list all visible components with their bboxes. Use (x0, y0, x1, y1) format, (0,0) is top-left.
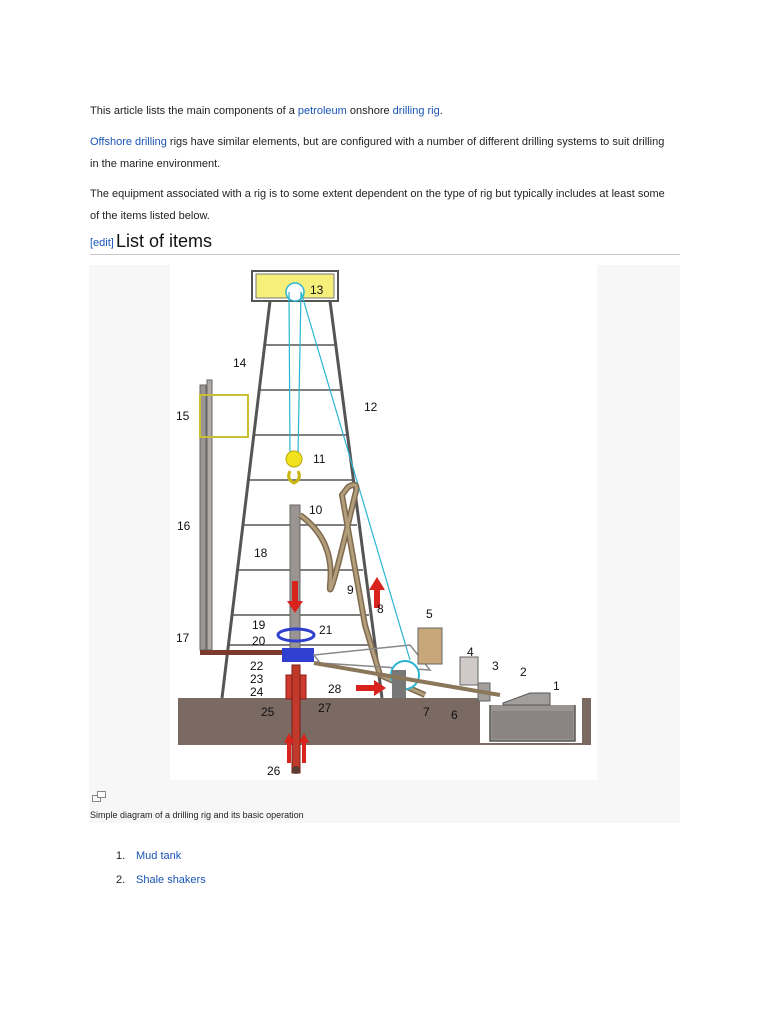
label-14: 14 (233, 356, 247, 370)
label-3: 3 (492, 659, 499, 673)
label-15: 15 (176, 409, 190, 423)
label-22: 22 (250, 659, 264, 673)
label-25: 25 (261, 705, 275, 719)
label-8: 8 (377, 602, 384, 616)
drill-bit (292, 766, 300, 774)
list-number: 1. (116, 850, 126, 862)
engine (418, 628, 442, 664)
label-20: 20 (252, 634, 266, 648)
rotary-table (282, 648, 314, 662)
label-11: 11 (313, 452, 326, 466)
label-10: 10 (309, 503, 323, 517)
label-28: 28 (328, 682, 342, 696)
label-7: 7 (423, 705, 430, 719)
list-item (0, 850, 300, 864)
label-26: 26 (267, 764, 281, 778)
drill-string (292, 665, 300, 773)
mud-pump (460, 657, 478, 685)
drawworks-base (392, 670, 406, 698)
label-4: 4 (467, 645, 474, 659)
list-number: 2. (116, 874, 126, 886)
intro-text: This article lists the main components of a (90, 105, 298, 117)
label-19: 19 (252, 618, 266, 632)
intro-paragraph-2 (90, 131, 670, 175)
edit-link[interactable]: [edit] (90, 237, 114, 249)
label-24: 24 (250, 685, 264, 699)
label-13: 13 (310, 283, 324, 297)
drill-line (298, 292, 301, 455)
label-6: 6 (451, 708, 458, 722)
drill-floor (200, 650, 282, 655)
list-item (0, 874, 300, 888)
intro-text: . (439, 105, 443, 117)
drilling-rig-link[interactable]: drilling rig (392, 105, 440, 117)
kelly (290, 505, 300, 655)
mud-tank-fluid (492, 711, 573, 739)
offshore-drilling-link[interactable]: Offshore drilling (90, 136, 167, 148)
mud-tank-link[interactable]: Mud tank (136, 850, 182, 862)
figure-caption: Simple diagram of a drilling rig and its basic operation (90, 810, 304, 820)
label-5: 5 (426, 607, 433, 621)
enlarge-icon[interactable] (92, 790, 106, 802)
label-2: 2 (520, 665, 527, 679)
label-16: 16 (177, 519, 191, 533)
label-27: 27 (318, 701, 332, 715)
section-heading (90, 228, 680, 255)
hook (289, 471, 300, 483)
traveling-block (286, 451, 302, 467)
shale-shakers-link[interactable]: Shale shakers (136, 874, 206, 886)
label-21: 21 (319, 623, 333, 637)
label-23: 23 (250, 672, 264, 686)
label-1: 1 (553, 679, 560, 693)
section-title: List of items (116, 231, 213, 251)
intro-paragraph-1 (90, 100, 670, 122)
label-18: 18 (254, 546, 268, 560)
label-12: 12 (364, 400, 378, 414)
intro-text: rigs have similar elements, but are configured with a number of different drilling systems to suit drilling in the marine environment. (90, 136, 665, 170)
label-17: 17 (176, 631, 190, 645)
intro-text: onshore (346, 105, 393, 117)
label-9: 9 (347, 583, 354, 597)
intro-paragraph-3: The equipment associated with a rig is to some extent dependent on the type of rig but typically includes at least some of the items listed below. (90, 188, 665, 222)
drill-line-fast (301, 292, 410, 660)
drill-line (289, 292, 290, 455)
pipe-rack (207, 380, 212, 650)
drilling-rig-diagram[interactable] (170, 265, 597, 780)
petroleum-link[interactable]: petroleum (297, 105, 347, 117)
